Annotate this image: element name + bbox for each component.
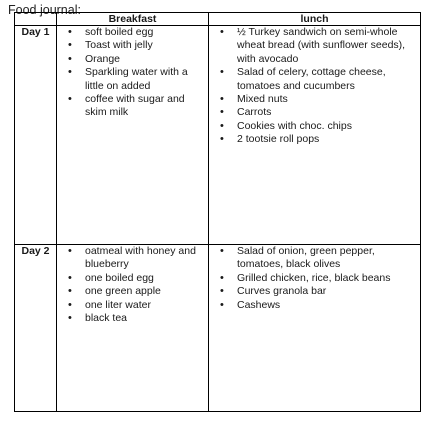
list-item: • one green apple <box>57 285 204 298</box>
list-item: • one liter water <box>57 299 204 312</box>
header-lunch: lunch <box>209 13 421 26</box>
list-item: • Salad of celery, cottage cheese, tomatoes and cucumbers <box>209 66 416 93</box>
header-breakfast: Breakfast <box>57 13 209 26</box>
breakfast-list <box>57 26 208 122</box>
table-row <box>15 26 421 245</box>
list-item: • black tea <box>57 312 204 325</box>
breakfast-cell <box>57 245 209 412</box>
list-item: • coffee with sugar and skim milk <box>57 93 204 120</box>
header-empty-cell <box>15 13 57 26</box>
list-item: • Curves granola bar <box>209 285 416 298</box>
list-item: • one boiled egg <box>57 272 204 285</box>
day-label: Day 2 <box>15 245 57 412</box>
breakfast-cell <box>57 26 209 245</box>
table-row <box>15 245 421 412</box>
list-item: • Salad of onion, green pepper, tomatoes, black olives <box>209 245 416 272</box>
lunch-list <box>209 245 420 314</box>
day-label: Day 1 <box>15 26 57 245</box>
list-item: • Carrots <box>209 106 416 119</box>
food-journal-table <box>14 12 421 412</box>
page-title: Food journal: <box>8 3 81 17</box>
list-item: • Grilled chicken, rice, black beans <box>209 272 416 285</box>
lunch-list <box>209 26 420 149</box>
list-item: • Toast with jelly <box>57 39 204 52</box>
list-item: • Orange <box>57 53 204 66</box>
list-item: • Sparkling water with a little on added <box>57 66 204 93</box>
list-item: • ½ Turkey sandwich on semi-whole wheat bread (with sunflower seeds), with avocado <box>209 26 416 66</box>
list-item: • 2 tootsie roll pops <box>209 133 416 146</box>
list-item: • Cookies with choc. chips <box>209 120 416 133</box>
list-item: • Cashews <box>209 299 416 312</box>
breakfast-list <box>57 245 208 327</box>
list-item: • soft boiled egg <box>57 26 204 39</box>
lunch-cell <box>209 245 421 412</box>
lunch-cell <box>209 26 421 245</box>
list-item: • Mixed nuts <box>209 93 416 106</box>
list-item: • oatmeal with honey and blueberry <box>57 245 204 272</box>
header-row <box>15 13 421 26</box>
